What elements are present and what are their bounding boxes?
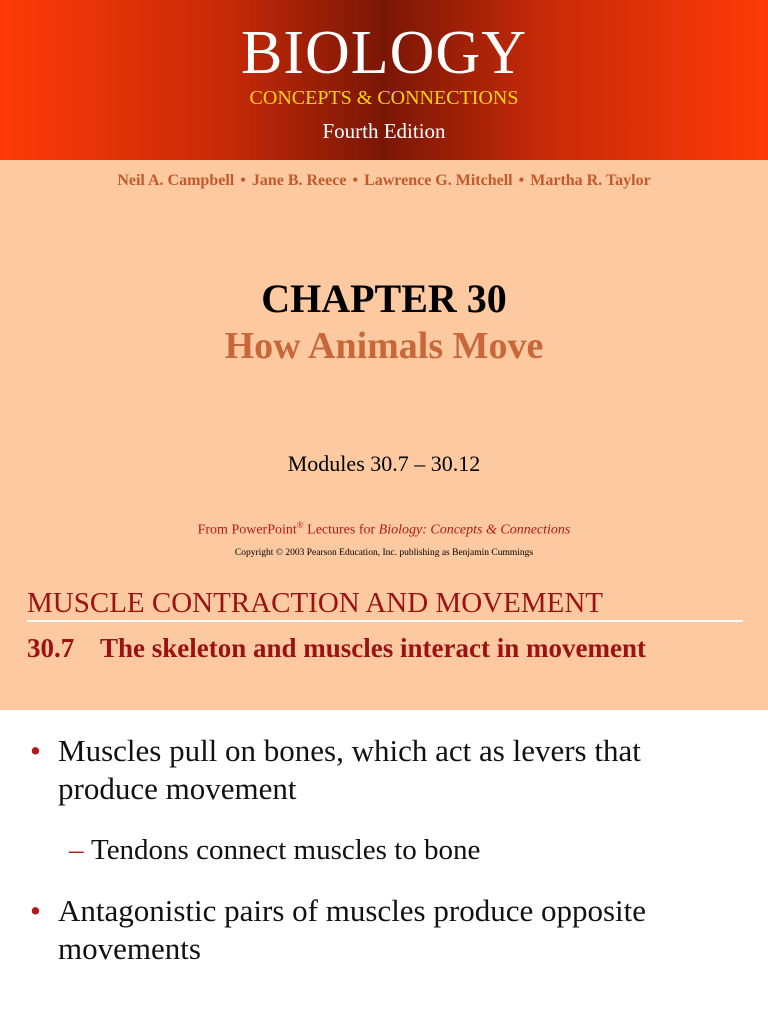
author-name: Martha R. Taylor [530,172,651,189]
section-heading: MUSCLE CONTRACTION AND MOVEMENT [27,587,603,619]
source-prefix: From PowerPoint [197,522,297,538]
module-number: 30.7 [27,633,75,663]
author-name: Neil A. Campbell [117,172,235,189]
module-title: The skeleton and muscles interact in movement [100,633,646,663]
registered-mark: ® [296,520,304,530]
bullet-marker: • [30,893,41,928]
bullet-text: Muscles pull on bones, which act as levers that produce movement [58,733,641,806]
author-list [0,171,768,191]
chapter-title: How Animals Move [224,325,544,367]
title-panel [0,160,768,710]
author-separator: • [352,172,359,189]
author-separator: • [518,172,525,189]
modules-range: Modules 30.7 – 30.12 [287,451,481,476]
author-name: Lawrence G. Mitchell [364,172,513,189]
bullet-list [0,728,768,968]
bullet-marker: • [30,733,41,768]
author-separator: • [240,172,246,189]
title-banner [0,0,768,160]
chapter-label: CHAPTER 30 [261,276,507,321]
sub-bullet-text: Tendons connect muscles to bone [91,834,481,866]
sub-bullet-marker: – [69,834,84,866]
author-name: Jane B. Reece [251,172,347,189]
module-heading [27,630,727,666]
book-subtitle: CONCEPTS & CONNECTIONS [249,87,519,109]
section-divider [27,620,743,622]
book-title: BIOLOGY [241,19,527,87]
source-middle: Lectures for [303,522,379,538]
bullet-text: Antagonistic pairs of muscles produce opposite movements [58,893,647,966]
bullet-item [0,732,768,808]
sub-bullet-item [0,832,768,868]
book-edition: Fourth Edition [322,119,446,143]
source-credit [0,515,768,541]
bullet-item [0,892,768,968]
source-book: Biology: Concepts & Connections [378,522,571,538]
copyright-line: Copyright © 2003 Pearson Education, Inc. publishing as Benjamin Cummings [234,548,534,558]
